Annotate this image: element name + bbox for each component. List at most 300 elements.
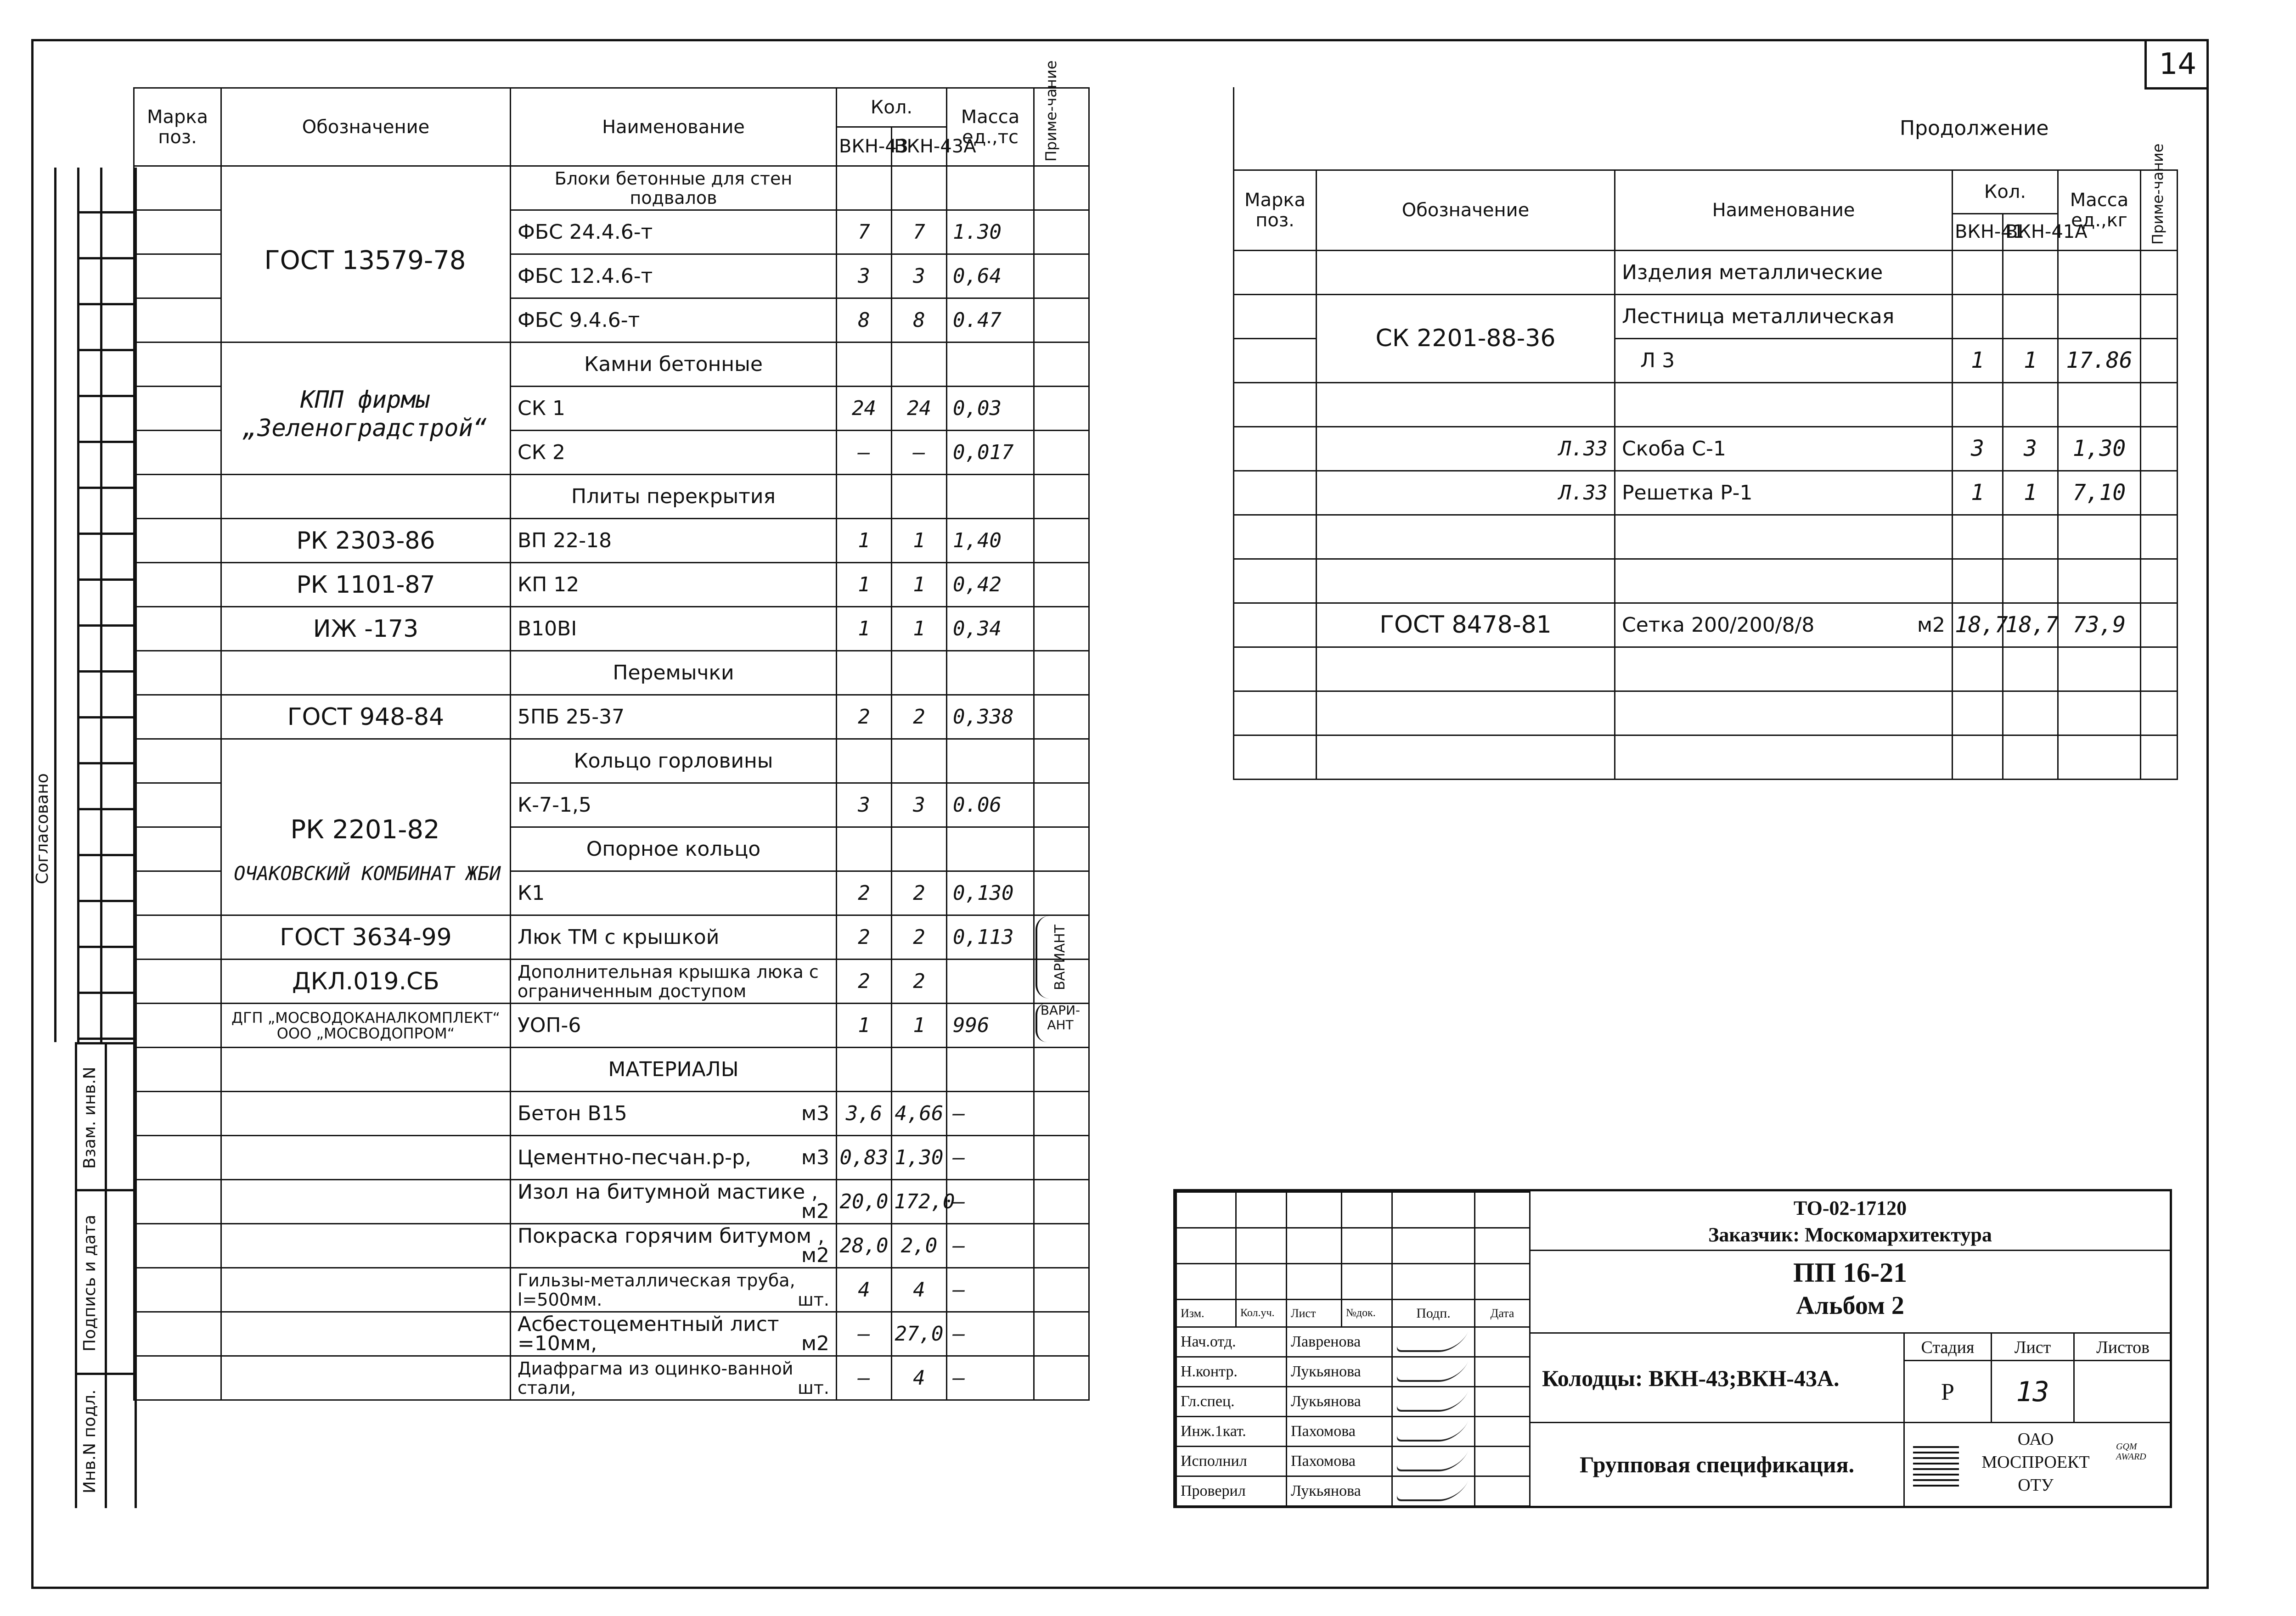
- signature-grid: [1176, 1191, 1529, 1506]
- cell-qty-b: [892, 651, 947, 695]
- cell-qty-a: 28,0: [837, 1224, 892, 1268]
- cell-name: [511, 298, 837, 342]
- cell-qty-b: 1: [892, 1004, 947, 1048]
- cell-designation: [1317, 647, 1615, 691]
- cell-mass: [2058, 515, 2141, 559]
- sign-date: [1475, 1357, 1530, 1387]
- table-row: [134, 1092, 1089, 1136]
- r-hdr-designation: Обозначение: [1317, 170, 1615, 250]
- table-row: [134, 607, 1089, 651]
- cell-name: [511, 254, 837, 298]
- signer-name: Пахомова: [1287, 1417, 1392, 1447]
- name-text: Л 3: [1640, 348, 1675, 372]
- des-gost13579: ГОСТ 13579-78: [264, 246, 466, 275]
- table-row: [1234, 294, 2178, 338]
- table-row: [1234, 382, 2178, 426]
- stamp-doc-title: Групповая спецификация.: [1529, 1423, 1903, 1506]
- cell-qty-a: 1: [837, 1004, 892, 1048]
- signature: [1392, 1447, 1475, 1476]
- cell-name: [511, 607, 837, 651]
- stamp-project-block: [1529, 1251, 2170, 1334]
- cell-designation: [221, 1048, 511, 1092]
- cell-mark: [134, 298, 221, 342]
- org-line-2: МОСПРОЕКТ: [1981, 1453, 2090, 1472]
- signature: [1392, 1387, 1475, 1417]
- r-hdr-mass: Масса ед.,кг: [2058, 170, 2141, 250]
- cell-qty-b: 2: [892, 915, 947, 960]
- cell-mass: –: [947, 1180, 1034, 1224]
- cell-name: [511, 431, 837, 475]
- cell-mark: [134, 739, 221, 783]
- sign-date-label: Подпись и дата: [80, 1214, 99, 1352]
- cell-qty-a: [1953, 515, 2003, 559]
- unit-text: м3: [801, 1101, 829, 1125]
- signature-row: [1176, 1417, 1530, 1447]
- cell-mass: [2058, 691, 2141, 735]
- cell-mass: 0,113: [947, 915, 1034, 960]
- cell-qty-b: [892, 475, 947, 519]
- inv-orig-label: Инв.N подл.: [80, 1389, 99, 1494]
- cell-note: [1034, 1180, 1089, 1224]
- signer-role: Исполнил: [1176, 1447, 1287, 1476]
- cell-name: [511, 210, 837, 254]
- name-text: ВП 22-18: [518, 528, 612, 552]
- sign-date: [1475, 1387, 1530, 1417]
- cell-note: [1034, 519, 1089, 563]
- sign-date: [1475, 1417, 1530, 1447]
- cell-mass: 0,42: [947, 563, 1034, 607]
- cell-name: [511, 1268, 837, 1312]
- table-row: [1234, 559, 2178, 603]
- cell-mark: [134, 1312, 221, 1356]
- col-date: Дата: [1475, 1300, 1530, 1327]
- cell-mass: [947, 342, 1034, 387]
- table-row: [134, 1312, 1089, 1356]
- r-hdr-qty: Кол.: [1953, 170, 2058, 213]
- cell-name: [1615, 250, 1953, 294]
- org-logo-icon: [1913, 1446, 1959, 1487]
- cell-designation: [221, 1356, 511, 1400]
- stamp-album: Альбом 2: [1796, 1291, 1904, 1320]
- cell-name: [511, 1312, 837, 1356]
- cell-qty-a: [1953, 735, 2003, 779]
- cell-qty-b: 4: [892, 1356, 947, 1400]
- cell-qty-a: 18,7: [1953, 603, 2003, 647]
- cell-qty-a: 1: [837, 563, 892, 607]
- cell-mark: [1234, 426, 1317, 471]
- table-row: [134, 1048, 1089, 1092]
- unit-text: шт.: [798, 1377, 829, 1398]
- cell-note: [1034, 563, 1089, 607]
- cell-name: [511, 651, 837, 695]
- cell-qty-b: 3: [2003, 426, 2058, 471]
- cell-name: [511, 695, 837, 739]
- cell-mass: 7,10: [2058, 471, 2141, 515]
- hdr-mark: Марка поз.: [134, 88, 221, 166]
- cell-name: [1615, 294, 1953, 338]
- cell-qty-a: [837, 651, 892, 695]
- hdr-qty: Кол.: [837, 88, 947, 127]
- cell-name: [511, 871, 837, 915]
- cell-qty-b: 1: [892, 519, 947, 563]
- cell-mass: 0,03: [947, 387, 1034, 431]
- name-text: УОП-6: [518, 1013, 581, 1037]
- cell-mark: [134, 1224, 221, 1268]
- right-spec-table: [1233, 87, 2178, 780]
- name-text: 5ПБ 25-37: [518, 705, 625, 729]
- cell-mass: 0.06: [947, 783, 1034, 827]
- cell-qty-a: 1: [1953, 471, 2003, 515]
- cell-qty-a: [1953, 250, 2003, 294]
- name-text: Опорное кольцо: [586, 837, 761, 861]
- cell-designation: [1317, 735, 1615, 779]
- cell-mass: 1,40: [947, 519, 1034, 563]
- cell-designation: [221, 475, 511, 519]
- signature-scribble-icon: [1395, 1362, 1469, 1382]
- cell-mark: [1234, 471, 1317, 515]
- cell-name: [511, 827, 837, 871]
- unit-text: м2: [801, 1331, 829, 1355]
- cell-qty-b: 8: [892, 298, 947, 342]
- cell-note: [1034, 475, 1089, 519]
- cell-note: [1034, 695, 1089, 739]
- hdr-qty-b: ВКН-43А: [892, 127, 947, 166]
- unit-text: м3: [801, 1145, 829, 1169]
- cell-name: [511, 1004, 837, 1048]
- table-row: [134, 915, 1089, 960]
- cell-qty-a: [1953, 647, 2003, 691]
- cell-note: [1034, 1092, 1089, 1136]
- cell-designation: ДКЛ.019.СБ: [221, 960, 511, 1004]
- swap-inv-label: Взам. инв.N: [80, 1066, 99, 1169]
- cell-mark: [134, 1004, 221, 1048]
- cell-qty-a: 20,0: [837, 1180, 892, 1224]
- cell-mark: [1234, 294, 1317, 338]
- col-izm: Изм.: [1176, 1300, 1236, 1327]
- name-text: Блоки бетонные для стен подвалов: [554, 168, 793, 208]
- signer-role: Гл.спец.: [1176, 1387, 1287, 1417]
- r-hdr-note: Приме-чание: [2141, 170, 2178, 250]
- cell-qty-b: [2003, 559, 2058, 603]
- signature: [1392, 1327, 1475, 1357]
- cell-note: [2141, 250, 2178, 294]
- cell-mark: [1234, 647, 1317, 691]
- agreed-label: Согласовано: [33, 773, 52, 884]
- name-text: Кольцо горловины: [574, 749, 773, 773]
- table-row: [1234, 647, 2178, 691]
- signature-scribble-icon: [1395, 1421, 1469, 1442]
- cell-qty-a: 3,6: [837, 1092, 892, 1136]
- cell-designation: РК 2303-86: [221, 519, 511, 563]
- cell-qty-b: [2003, 515, 2058, 559]
- cell-designation: [1317, 691, 1615, 735]
- sheets-label: Листов: [2075, 1334, 2171, 1361]
- cell-designation: [1317, 382, 1615, 426]
- cell-note: [1034, 342, 1089, 387]
- cell-mark: [1234, 735, 1317, 779]
- cell-note: [1034, 254, 1089, 298]
- name-text: ФБС 24.4.6-т: [518, 220, 653, 244]
- signature-row: [1176, 1327, 1530, 1357]
- name-text: Бетон В15: [518, 1101, 627, 1125]
- cell-qty-a: [837, 827, 892, 871]
- cell-designation: СК 2201-88-36: [1317, 294, 1615, 382]
- cell-name: [1615, 647, 1953, 691]
- cell-note: [2141, 647, 2178, 691]
- cell-note: [1034, 651, 1089, 695]
- name-text: СК 1: [518, 396, 565, 420]
- table-row: [1234, 735, 2178, 779]
- cell-note: [2141, 382, 2178, 426]
- cell-mark: [134, 651, 221, 695]
- signer-role: Инж.1кат.: [1176, 1417, 1287, 1447]
- r-hdr-name: Наименование: [1615, 170, 1953, 250]
- cell-name: [511, 563, 837, 607]
- cell-mark: [134, 1092, 221, 1136]
- name-text: Асбестоцементный лист =10мм,: [518, 1312, 779, 1355]
- name-text: Диафрагма из оцинко-ванной стали,: [518, 1358, 793, 1398]
- cell-name: [511, 739, 837, 783]
- cell-designation: ГОСТ 948-84: [221, 695, 511, 739]
- cell-designation: Л.33: [1317, 426, 1615, 471]
- cell-mark: [134, 210, 221, 254]
- cell-mass: –: [947, 1268, 1034, 1312]
- cell-qty-a: 7: [837, 210, 892, 254]
- cell-name: [1615, 338, 1953, 382]
- name-text: ФБС 9.4.6-т: [518, 308, 640, 332]
- cell-qty-b: 27,0: [892, 1312, 947, 1356]
- cell-qty-b: –: [892, 431, 947, 475]
- cell-mark: [134, 871, 221, 915]
- stamp-object: Колодцы: ВКН-43;ВКН-43А.: [1529, 1334, 1903, 1423]
- signer-name: Лукьянова: [1287, 1387, 1392, 1417]
- cell-designation: ДГП „МОСВОДОКАНАЛКОМПЛЕКТ“ ООО „МОСВОДОПРОМ“: [221, 1004, 511, 1048]
- hdr-designation: Обозначение: [221, 88, 511, 166]
- cell-designation: ГОСТ 8478-81: [1317, 603, 1615, 647]
- cell-mark: [134, 519, 221, 563]
- signer-name: Лукьянова: [1287, 1476, 1392, 1506]
- cell-name: [1615, 426, 1953, 471]
- cell-mark: [1234, 250, 1317, 294]
- cell-name: [1615, 603, 1953, 647]
- cell-mass: [947, 166, 1034, 210]
- cell-qty-b: 2,0: [892, 1224, 947, 1268]
- cell-note: [1034, 298, 1089, 342]
- cell-name: [511, 1356, 837, 1400]
- cell-mark: [1234, 338, 1317, 382]
- signature-row: [1176, 1447, 1530, 1476]
- stamp-customer: Заказчик: Москомархитектура: [1708, 1223, 1992, 1246]
- unit-text: м2: [801, 1243, 829, 1267]
- name-text: Изол на битумной мастике ,: [518, 1180, 818, 1204]
- cell-designation: [221, 1268, 511, 1312]
- sheet-label: Лист: [1992, 1334, 2075, 1361]
- cell-note: [2141, 559, 2178, 603]
- table-row: [134, 651, 1089, 695]
- cell-qty-a: [1953, 294, 2003, 338]
- cell-qty-b: 4,66: [892, 1092, 947, 1136]
- name-text: Сетка 200/200/8/8: [1622, 613, 1815, 637]
- cell-qty-b: 2: [892, 960, 947, 1004]
- continuation-title: Продолжение: [1234, 87, 2178, 170]
- cell-qty-a: 8: [837, 298, 892, 342]
- left-spec-table: [133, 60, 1090, 1401]
- cell-mass: [2058, 382, 2141, 426]
- cell-qty-b: 1: [2003, 338, 2058, 382]
- table-row: [134, 475, 1089, 519]
- name-text: МАТЕРИАЛЫ: [608, 1057, 739, 1081]
- cell-qty-b: 7: [892, 210, 947, 254]
- stamp-stage-block: [1903, 1334, 2170, 1423]
- stage-value: Р: [1905, 1361, 1992, 1423]
- people-rows: [1176, 1327, 1530, 1506]
- hdr-mass: Масса ед.,тс: [947, 88, 1034, 166]
- cell-designation: [221, 1224, 511, 1268]
- cell-note: [1034, 783, 1089, 827]
- cell-qty-b: [2003, 691, 2058, 735]
- cell-mass: 0,130: [947, 871, 1034, 915]
- cell-note: [1034, 1356, 1089, 1400]
- col-doc: №док.: [1342, 1300, 1392, 1327]
- cell-designation: [221, 1180, 511, 1224]
- cell-mass: [2058, 735, 2141, 779]
- cell-qty-a: 0,83: [837, 1136, 892, 1180]
- name-text: Гильзы-металлическая труба, l=500мм.: [518, 1270, 795, 1310]
- signature-row: [1176, 1357, 1530, 1387]
- cell-name: [1615, 382, 1953, 426]
- cell-mark: [134, 783, 221, 827]
- cell-mark: [134, 607, 221, 651]
- cell-qty-b: [2003, 294, 2058, 338]
- cell-mass: [2058, 294, 2141, 338]
- name-text: Изделия металлические: [1622, 260, 1883, 284]
- cell-qty-a: –: [837, 1356, 892, 1400]
- cell-designation: [1317, 515, 1615, 559]
- table-row: [1234, 515, 2178, 559]
- unit-text: м2: [801, 1199, 829, 1223]
- cell-qty-a: –: [837, 431, 892, 475]
- cell-mark: [134, 475, 221, 519]
- table-row: [134, 1136, 1089, 1180]
- r-hdr-qty-b: ВКН-41А: [2003, 213, 2058, 250]
- table-row: [1234, 250, 2178, 294]
- cell-note: [2141, 515, 2178, 559]
- cell-qty-a: 2: [837, 960, 892, 1004]
- cell-name: [511, 387, 837, 431]
- stamp-project: ПП 16-21: [1793, 1257, 1908, 1288]
- right-spec: [1233, 87, 2178, 780]
- right-spec-body: [1234, 250, 2178, 779]
- cell-qty-b: 1: [892, 563, 947, 607]
- hdr-name: Наименование: [511, 88, 837, 166]
- cell-qty-b: 3: [892, 783, 947, 827]
- cell-mark: [134, 563, 221, 607]
- cell-qty-b: [892, 1048, 947, 1092]
- cell-mark: [134, 166, 221, 210]
- signer-role: Проверил: [1176, 1476, 1287, 1506]
- cell-designation: ГОСТ 3634-99: [221, 915, 511, 960]
- name-text: Плиты перекрытия: [571, 484, 776, 508]
- name-text: К-7-1,5: [518, 793, 591, 817]
- table-row: [1234, 691, 2178, 735]
- sign-date: [1475, 1476, 1530, 1506]
- sheet-value: 13: [1992, 1361, 2075, 1423]
- cell-mark: [134, 387, 221, 431]
- cell-qty-a: 3: [1953, 426, 2003, 471]
- cell-qty-a: 2: [837, 695, 892, 739]
- cell-qty-b: [2003, 382, 2058, 426]
- cell-name: [511, 1048, 837, 1092]
- cell-mass: [947, 739, 1034, 783]
- signature-scribble-icon: [1395, 1451, 1469, 1471]
- name-text: СК 2: [518, 440, 565, 464]
- cell-qty-a: [1953, 559, 2003, 603]
- cell-name: [511, 166, 837, 210]
- signature-scribble-icon: [1395, 1481, 1469, 1501]
- cell-qty-b: [2003, 647, 2058, 691]
- hdr-qty-a: ВКН-43: [837, 127, 892, 166]
- cell-name: [1615, 735, 1953, 779]
- unit-text: шт.: [798, 1289, 829, 1310]
- cell-mark: [134, 1136, 221, 1180]
- cell-note: [1034, 827, 1089, 871]
- variant-bracket-2: ВАРИ-АНТ: [1035, 1003, 1088, 1042]
- cell-qty-a: 4: [837, 1268, 892, 1312]
- table-row: [134, 1224, 1089, 1268]
- cell-mark: [134, 1268, 221, 1312]
- cell-note: [2141, 691, 2178, 735]
- cell-qty-a: 2: [837, 871, 892, 915]
- signature-row: [1176, 1476, 1530, 1506]
- signer-name: Лавренова: [1287, 1327, 1392, 1357]
- cell-qty-b: 2: [892, 695, 947, 739]
- signature: [1392, 1357, 1475, 1387]
- cell-name: [1615, 691, 1953, 735]
- cell-qty-b: 3: [892, 254, 947, 298]
- cell-note: [1034, 871, 1089, 915]
- col-list: Лист: [1287, 1300, 1342, 1327]
- col-sign: Подп.: [1392, 1300, 1475, 1327]
- cell-mass: 73,9: [2058, 603, 2141, 647]
- name-text: Дополнительная крышка люка с ограниченным доступом: [518, 961, 819, 1001]
- cell-mark: [134, 915, 221, 960]
- name-text: Покраска горячим битумом ,: [518, 1224, 825, 1248]
- stamp-org: [1903, 1423, 2170, 1506]
- hdr-note: Приме-чание: [1034, 88, 1089, 166]
- cell-mass: [2058, 647, 2141, 691]
- cell-designation: [221, 1312, 511, 1356]
- cell-note: [1034, 387, 1089, 431]
- name-text: Камни бетонные: [584, 352, 763, 376]
- cell-mark: [134, 1180, 221, 1224]
- cell-designation: [221, 1136, 511, 1180]
- cell-qty-a: 3: [837, 254, 892, 298]
- cell-qty-b: 172,0: [892, 1180, 947, 1224]
- cell-qty-b: [892, 739, 947, 783]
- table-row: [1234, 471, 2178, 515]
- cell-mark: [1234, 515, 1317, 559]
- signature-scribble-icon: [1395, 1392, 1469, 1412]
- cell-qty-b: [892, 166, 947, 210]
- table-row: [134, 563, 1089, 607]
- cell-designation: [1317, 250, 1615, 294]
- cell-qty-b: 4: [892, 1268, 947, 1312]
- table-row: [134, 1004, 1089, 1048]
- cell-mark: [134, 827, 221, 871]
- cell-note: [2141, 603, 2178, 647]
- cell-note: [1034, 1136, 1089, 1180]
- name-text: Лестница металлическая: [1622, 304, 1895, 328]
